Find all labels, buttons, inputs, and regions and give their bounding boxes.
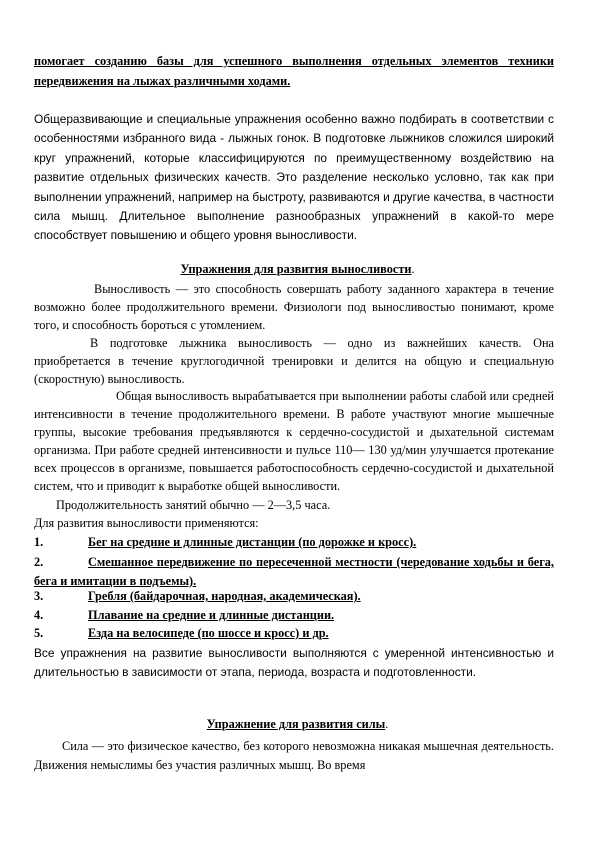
list-item-number: 1. <box>34 535 44 549</box>
general-exercises-paragraph: Общеразвивающие и специальные упражнения особенно важно подбирать в соответствии с особенностями избранного вида - лыжных гонок. В подготовке лыжников сложился широкий круг упражнений, которые классифицируются по преимущественному воздействию на развитие отдельных физических качеств. Это разделение несколько условно, так как при выполнении упражнений, например на быстроту, развиваются и другие качества, в частности сила мышц. Длительное выполнение разнообразных упражнений в какой-то мере способствует повышению и общего уровня выносливости. <box>34 112 554 243</box>
intro-continuation-line-2: передвижения на лыжах различными ходами. <box>34 74 291 88</box>
intro-continuation-line-1: помогает созданию базы для успешного выполнения отдельных элементов техники <box>34 54 554 68</box>
endurance-importance-paragraph: В подготовке лыжника выносливость — одно из важнейших качеств. Она приобретается в течение круглогодичной тренировки и делится на общую и специальную (скоростную) выносливость. <box>34 336 554 386</box>
list-item-text: Езда на велосипеде (по шоссе и кросс) и др. <box>88 626 329 640</box>
strength-definition-paragraph: Сила — это физическое качество, без которого невозможна никакая мышечная деятельность. Движения немыслимы без участия различных мышц. Во время <box>34 739 554 772</box>
endurance-definition-paragraph: Выносливость — это способность совершать работу заданного характера в течение возможно более продолжительного времени. Физиологи под выносливостью понимают, кроме того, и способность бороться с утомлением. <box>34 282 554 332</box>
list-item <box>34 535 554 550</box>
session-duration-paragraph: Продолжительность занятий обычно — 2—3,5 часа. <box>56 498 331 512</box>
general-endurance-paragraph: Общая выносливость вырабатывается при выполнении работы слабой или средней интенсивности в течение продолжительного времени. В работе участвуют многие мышечные группы, высокие требования предъявляются к сердечно-сосудистой и дыхательной системам организма. При работе средней интенсивности и пульсе 110— 130 уд/мин улучшается протекание всех процессов в организме, повышается работоспособность сердечно-сосудистой и дыхательной систем, что и приводит к выработке общей выносливости. <box>34 389 554 493</box>
list-item-text: Плавание на средние и длинные дистанции. <box>88 608 335 622</box>
endurance-heading-text: Упражнения для развития выносливости <box>180 262 412 276</box>
endurance-methods-intro: Для развития выносливости применяются: <box>34 516 259 530</box>
list-item-text: Смешанное передвижение по пересеченной местности (чередование ходьбы и бега, бега и имитации в подъемы). <box>34 555 554 588</box>
list-item-number: 5. <box>34 626 44 640</box>
list-item-text: Гребля (байдарочная, народная, академическая). <box>88 589 361 603</box>
list-item-number: 4. <box>34 608 44 622</box>
list-item <box>34 626 554 641</box>
endurance-heading-period: . <box>411 262 415 276</box>
strength-heading-text: Упражнение для развития силы <box>206 717 386 731</box>
endurance-heading <box>0 262 595 277</box>
strength-heading-period: . <box>385 717 389 731</box>
list-item <box>34 608 554 623</box>
strength-heading <box>0 717 595 732</box>
list-item-text: Бег на средние и длинные дистанции (по дорожке и кросс). <box>88 535 417 549</box>
list-item-number: 2. <box>34 555 44 569</box>
list-item <box>34 553 554 591</box>
list-item-number: 3. <box>34 589 44 603</box>
endurance-summary-paragraph: Все упражнения на развитие выносливости выполняются с умеренной интенсивностью и длительностью в зависимости от этапа, периода, возраста и подготовленности. <box>34 646 554 679</box>
list-item <box>34 589 554 604</box>
